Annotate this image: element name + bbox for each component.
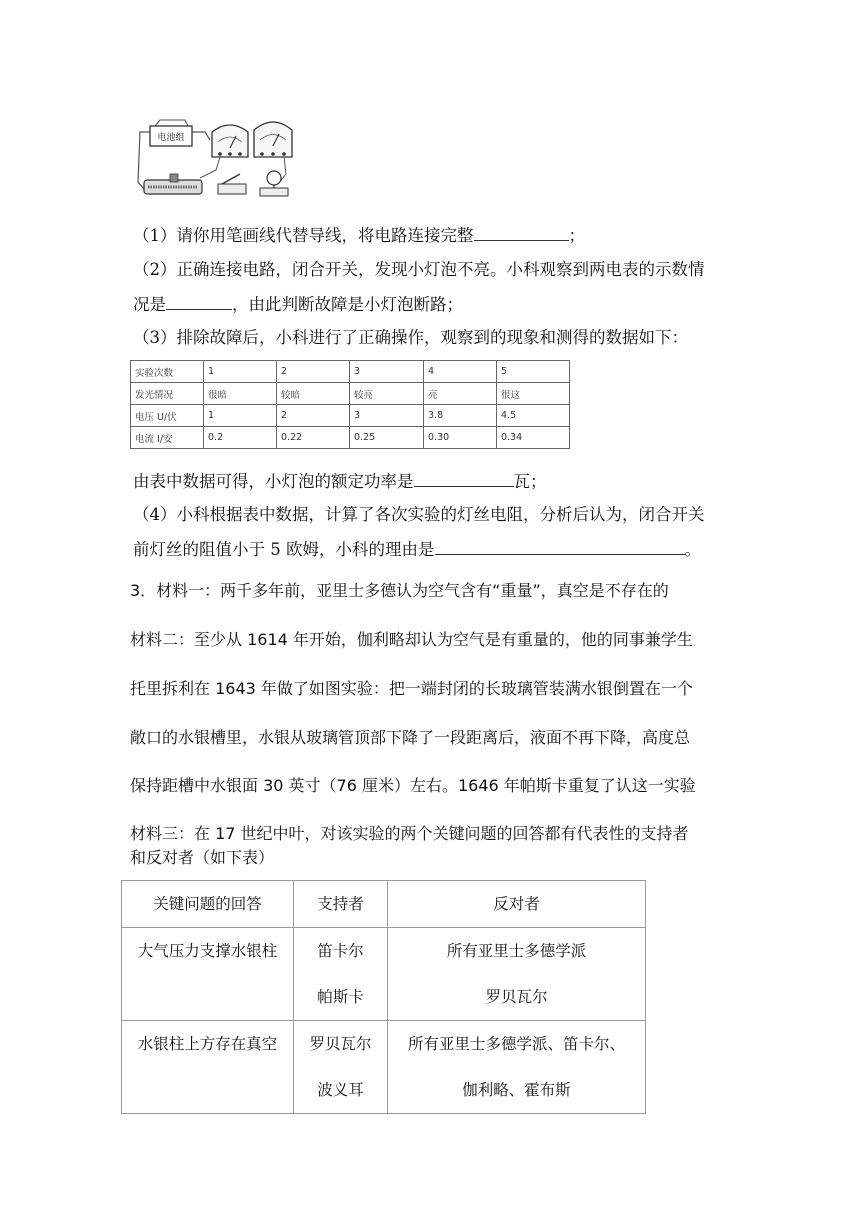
- table-row: [122, 1021, 646, 1114]
- supporter-name: 帕斯卡: [317, 988, 364, 1006]
- opinion-table: [121, 880, 646, 1114]
- header-supporters: 支持者: [317, 895, 364, 913]
- opponent-name: 所有亚里士多德学派: [446, 942, 587, 960]
- problem-3-line-4: 敞口的水银槽里，水银从玻璃管顶部下降了一段距离后，液面不再下降，高度总: [130, 728, 691, 747]
- question-3-result: 由表中数据可得，小灯泡的额定功率是 瓦；: [133, 472, 547, 491]
- question-3: （3）排除故障后，小科进行了正确操作，观察到的现象和测得的数据如下：: [133, 328, 688, 347]
- problem-3-line-3: 托里拆利在 1643 年做了如图实验：把一端封闭的长玻璃管装满水银倒置在一个: [130, 679, 693, 698]
- table-row: 电流 I/安 0.2 0.22 0.25 0.30 0.34: [131, 427, 570, 449]
- question-2-line-1: （2）正确连接电路，闭合开关，发现小灯泡不亮。小科观察到两电表的示数情: [133, 260, 705, 279]
- battery-label: 电池组: [157, 133, 185, 143]
- problem-3-line-5: 保持距槽中水银面 30 英寸（76 厘米）左右。1646 年帕斯卡重复了认这一实验: [130, 776, 696, 795]
- table-row: 发光情况 很暗 较暗 较亮 亮 很这: [131, 383, 570, 405]
- question-1: （1）请你用笔画线代替导线，将电路连接完整 ；: [133, 226, 585, 245]
- header-question: 关键问题的回答: [153, 895, 262, 913]
- opponent-name: 所有亚里士多德学派、笛卡尔、: [407, 1035, 625, 1053]
- question-4-line-2: 前灯丝的阻值小于 5 欧姆，小科的理由是 。: [133, 540, 701, 559]
- supporter-name: 笛卡尔: [317, 942, 364, 960]
- question-4-line-1: （4）小科根据表中数据，计算了各次实验的灯丝电阻，分析后认为，闭合开关: [133, 505, 705, 524]
- supporter-name: 波义耳: [317, 1081, 364, 1099]
- answer-blank-1[interactable]: [474, 224, 569, 241]
- problem-3-line-7: 和反对者（如下表）: [130, 848, 275, 867]
- circuit-diagram-figure: [130, 112, 300, 207]
- question-2-line-2: 况是 ，由此判断故障是小灯泡断路；: [133, 295, 463, 314]
- answer-blank-3[interactable]: [414, 470, 514, 487]
- table-row: 电压 U/伏 1 2 3 3.8 4.5: [131, 405, 570, 427]
- experiment-data-table: [130, 360, 570, 449]
- table-header-row: [122, 881, 646, 928]
- answer-blank-2[interactable]: [166, 293, 232, 310]
- answer-blank-4[interactable]: [435, 538, 685, 555]
- problem-3-line-6: 材料三：在 17 世纪中叶，对该实验的两个关键问题的回答都有代表性的支持者: [130, 824, 689, 843]
- row-question: 大气压力支撑水银柱: [137, 942, 278, 960]
- opponent-name: 伽利略、霍布斯: [462, 1081, 571, 1099]
- supporter-name: 罗贝瓦尔: [309, 1035, 372, 1053]
- opponent-name: 罗贝瓦尔: [485, 988, 548, 1006]
- problem-3-line-1: 3．材料一：两千多年前，亚里士多德认为空气含有“重量”，真空是不存在的: [130, 581, 669, 600]
- problem-3-line-2: 材料二：至少从 1614 年开始，伽利略却认为空气是有重量的，他的同事兼学生: [130, 630, 693, 649]
- row-question: 水银柱上方存在真空: [137, 1035, 278, 1053]
- table-row: [122, 928, 646, 1021]
- header-opponents: 反对者: [493, 895, 540, 913]
- table-row: 实验次数 1 2 3 4 5: [131, 361, 570, 383]
